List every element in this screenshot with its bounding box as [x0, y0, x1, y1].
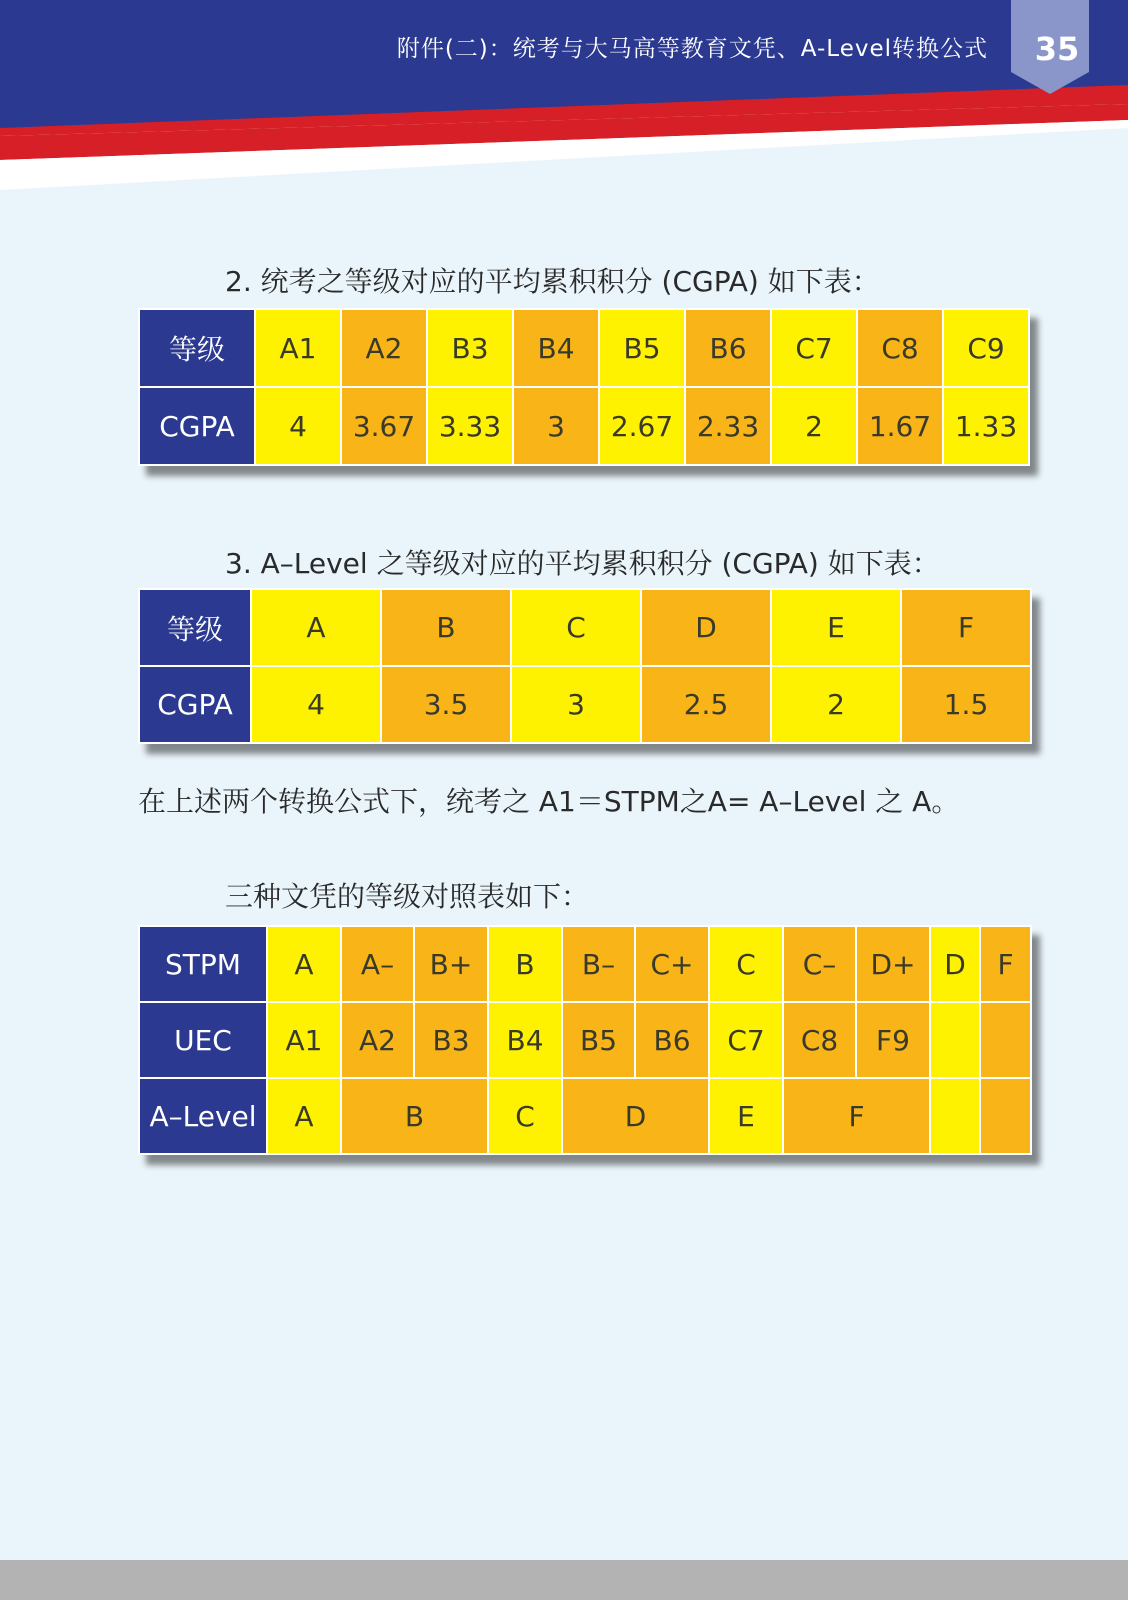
table-row: [139, 926, 1031, 1002]
table-row: [139, 666, 1031, 743]
cgpa-cell: 2.33: [685, 387, 771, 465]
alevel-cell: D: [562, 1078, 709, 1154]
alevel-cell: F: [783, 1078, 930, 1154]
stpm-cell: B: [488, 926, 562, 1002]
grade-cell: F: [901, 589, 1031, 666]
empty-cell: [930, 1002, 980, 1078]
row-label-cgpa: CGPA: [139, 666, 251, 743]
alevel-cell: A: [267, 1078, 341, 1154]
grade-cell: A1: [255, 309, 341, 387]
empty-cell: [980, 1078, 1031, 1154]
cgpa-cell: 3.5: [381, 666, 511, 743]
uec-caption: 2. 统考之等级对应的平均累积积分 (CGPA) 如下表：: [225, 265, 880, 298]
grade-cell: C8: [857, 309, 943, 387]
alevel-cgpa-table: [138, 588, 1032, 744]
grade-cell: B: [381, 589, 511, 666]
uec-cell: B5: [562, 1002, 635, 1078]
stpm-cell: C+: [635, 926, 709, 1002]
row-label-alevel: A–Level: [139, 1078, 267, 1154]
page-header: [0, 0, 1128, 200]
cgpa-cell: 3: [511, 666, 641, 743]
uec-cell: B4: [488, 1002, 562, 1078]
table-row: [139, 589, 1031, 666]
cgpa-cell: 4: [251, 666, 381, 743]
grade-cell: D: [641, 589, 771, 666]
table-row: [139, 387, 1029, 465]
row-label-cgpa: CGPA: [139, 387, 255, 465]
row-label-stpm: STPM: [139, 926, 267, 1002]
grade-cell: E: [771, 589, 901, 666]
uec-cell: A2: [341, 1002, 414, 1078]
row-label-grade: 等级: [139, 589, 251, 666]
cgpa-cell: 1.67: [857, 387, 943, 465]
grade-cell: B5: [599, 309, 685, 387]
cgpa-cell: 2: [771, 387, 857, 465]
grade-cell: A: [251, 589, 381, 666]
cgpa-cell: 4: [255, 387, 341, 465]
row-label-grade: 等级: [139, 309, 255, 387]
stpm-cell: B+: [414, 926, 488, 1002]
uec-cell: B3: [414, 1002, 488, 1078]
grade-cell: B6: [685, 309, 771, 387]
cgpa-cell: 3.33: [427, 387, 513, 465]
grade-comparison-table: [138, 925, 1032, 1155]
header-title: 附件(二)：统考与大马高等教育文凭、A-Level转换公式: [396, 36, 988, 62]
alevel-cell: B: [341, 1078, 488, 1154]
stpm-cell: D+: [856, 926, 930, 1002]
page-number: 35: [1034, 30, 1080, 68]
grade-cell: C: [511, 589, 641, 666]
empty-cell: [930, 1078, 980, 1154]
stpm-cell: D: [930, 926, 980, 1002]
grade-cell: C7: [771, 309, 857, 387]
uec-cell: A1: [267, 1002, 341, 1078]
table-row: [139, 1078, 1031, 1154]
alevel-cell: E: [709, 1078, 783, 1154]
grade-cell: A2: [341, 309, 427, 387]
equivalence-note: 在上述两个转换公式下，统考之 A1＝STPM之A= A–Level 之 A。: [138, 785, 960, 818]
cgpa-cell: 3.67: [341, 387, 427, 465]
stpm-cell: C–: [783, 926, 856, 1002]
uec-cell: C8: [783, 1002, 856, 1078]
cgpa-cell: 2.5: [641, 666, 771, 743]
row-label-uec: UEC: [139, 1002, 267, 1078]
alevel-caption: 3. A–Level 之等级对应的平均累积积分 (CGPA) 如下表：: [225, 547, 940, 580]
stpm-cell: C: [709, 926, 783, 1002]
empty-cell: [980, 1002, 1031, 1078]
cgpa-cell: 1.33: [943, 387, 1029, 465]
stpm-cell: B–: [562, 926, 635, 1002]
uec-cgpa-table: [138, 308, 1030, 466]
grade-cell: B3: [427, 309, 513, 387]
uec-cell: F9: [856, 1002, 930, 1078]
stpm-cell: A–: [341, 926, 414, 1002]
cgpa-cell: 2: [771, 666, 901, 743]
grade-cell: B4: [513, 309, 599, 387]
cgpa-cell: 1.5: [901, 666, 1031, 743]
cgpa-cell: 3: [513, 387, 599, 465]
uec-cell: C7: [709, 1002, 783, 1078]
uec-cell: B6: [635, 1002, 709, 1078]
stpm-cell: A: [267, 926, 341, 1002]
footer-bar: [0, 1560, 1128, 1600]
stpm-cell: F: [980, 926, 1031, 1002]
comparison-caption: 三种文凭的等级对照表如下：: [225, 880, 590, 913]
alevel-cell: C: [488, 1078, 562, 1154]
cgpa-cell: 2.67: [599, 387, 685, 465]
grade-cell: C9: [943, 309, 1029, 387]
table-row: [139, 1002, 1031, 1078]
table-row: [139, 309, 1029, 387]
